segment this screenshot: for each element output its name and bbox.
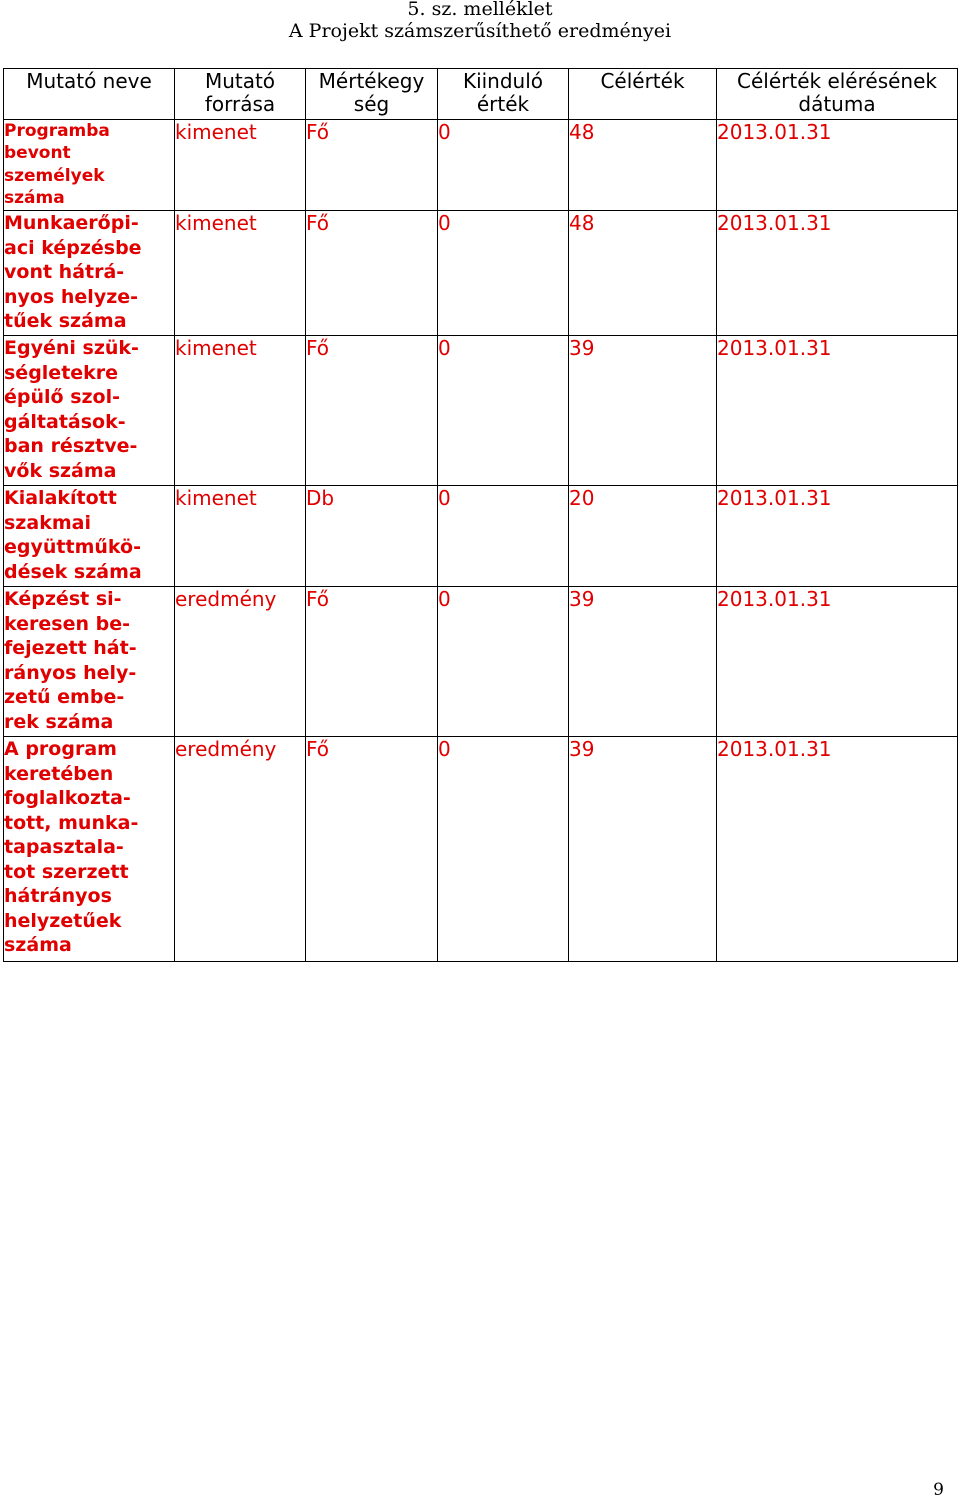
indicator-unit: Fő — [306, 211, 438, 336]
indicator-baseline: 0 — [438, 737, 569, 962]
indicator-target: 39 — [569, 737, 717, 962]
indicator-target-date: 2013.01.31 — [717, 120, 958, 211]
column-header-baseline: Kiinduló érték — [438, 69, 569, 120]
table-row — [4, 737, 958, 962]
indicator-source: kimenet — [175, 486, 306, 587]
indicator-source: eredmény — [175, 737, 306, 962]
indicator-baseline: 0 — [438, 587, 569, 737]
indicator-target: 48 — [569, 120, 717, 211]
table-row — [4, 336, 958, 486]
indicator-source: eredmény — [175, 587, 306, 737]
table-row — [4, 587, 958, 737]
indicator-baseline: 0 — [438, 486, 569, 587]
table-row — [4, 120, 958, 211]
indicator-unit: Fő — [306, 120, 438, 211]
annex-label: 5. sz. melléklet — [407, 0, 553, 20]
indicator-target: 20 — [569, 486, 717, 587]
indicator-unit: Fő — [306, 587, 438, 737]
indicator-baseline: 0 — [438, 336, 569, 486]
table-header-row — [4, 69, 958, 120]
column-header-indicator-name: Mutató neve — [4, 69, 175, 120]
indicator-name: A program keretében foglalkozta- tott, munka- tapasztala- tot szerzett hátrányos helyzetűek száma — [4, 737, 175, 962]
column-header-source: Mutató forrása — [175, 69, 306, 120]
results-table — [3, 68, 958, 962]
indicator-target: 39 — [569, 587, 717, 737]
indicator-unit: Fő — [306, 336, 438, 486]
indicator-source: kimenet — [175, 336, 306, 486]
column-header-target-date: Célérték elérésének dátuma — [717, 69, 958, 120]
indicator-name: Kialakított szakmai együttműkö- dések száma — [4, 486, 175, 587]
document-title: A Projekt számszerűsíthető eredményei — [288, 20, 672, 42]
table-row — [4, 486, 958, 587]
indicator-target-date: 2013.01.31 — [717, 587, 958, 737]
indicator-name: Képzést si- keresen be- fejezett hát- rányos hely- zetű embe- rek száma — [4, 587, 175, 737]
indicator-target-date: 2013.01.31 — [717, 336, 958, 486]
indicator-target-date: 2013.01.31 — [717, 486, 958, 587]
indicator-name: Programba bevont személyek száma — [4, 120, 175, 211]
indicator-unit: Fő — [306, 737, 438, 962]
page-number: 9 — [933, 1480, 944, 1500]
indicator-target-date: 2013.01.31 — [717, 211, 958, 336]
indicator-source: kimenet — [175, 211, 306, 336]
table-row — [4, 211, 958, 336]
column-header-target: Célérték — [569, 69, 717, 120]
indicator-baseline: 0 — [438, 211, 569, 336]
indicator-baseline: 0 — [438, 120, 569, 211]
indicator-unit: Db — [306, 486, 438, 587]
indicator-name: Egyéni szük- ségletekre épülő szol- gáltatások- ban résztve- vők száma — [4, 336, 175, 486]
column-header-unit: Mértékegy ség — [306, 69, 438, 120]
indicator-target: 39 — [569, 336, 717, 486]
indicator-target: 48 — [569, 211, 717, 336]
indicator-target-date: 2013.01.31 — [717, 737, 958, 962]
indicator-name: Munkaerőpi- aci képzésbe vont hátrá- nyos helyze- tűek száma — [4, 211, 175, 336]
indicator-source: kimenet — [175, 120, 306, 211]
